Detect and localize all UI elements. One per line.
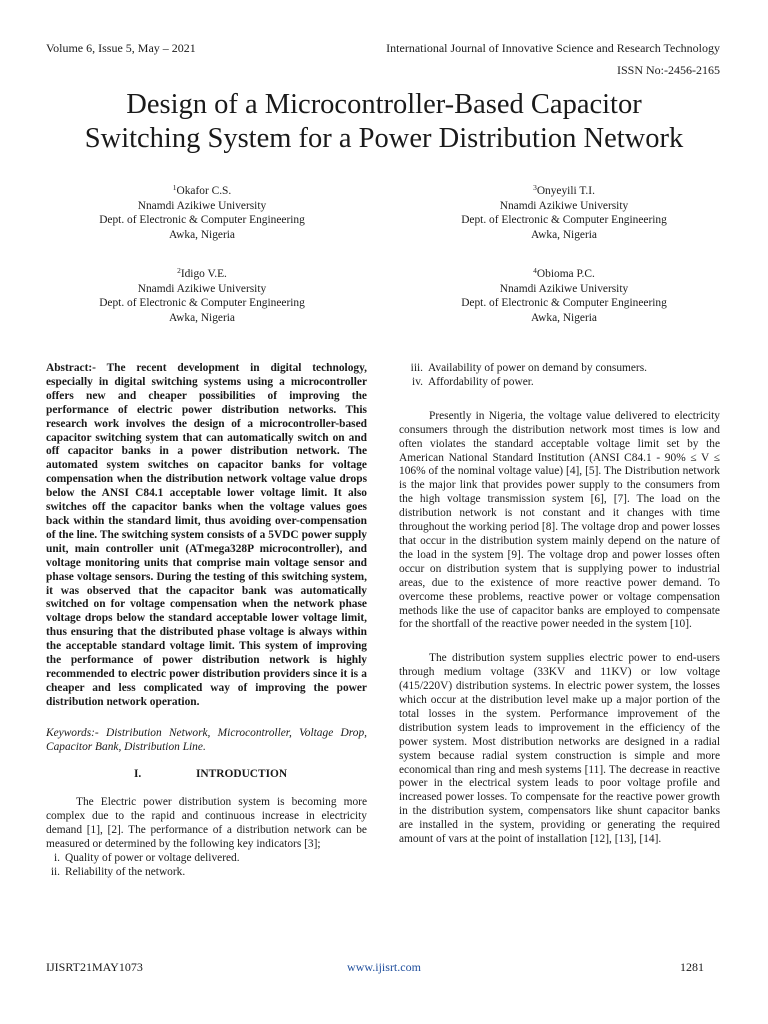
section-title: INTRODUCTION	[196, 768, 288, 781]
author-university: Nnamdi Azikiwe University	[137, 282, 267, 295]
section-heading-introduction	[46, 768, 367, 782]
author-block-4	[414, 264, 714, 325]
title-line-2: Switching System for a Power Distribution Network	[84, 123, 684, 154]
section-number: I.	[134, 768, 142, 781]
paper-title	[0, 88, 768, 156]
author-block-1	[52, 181, 352, 242]
abstract: Abstract:- The recent development in digital technology, especially in digital switching systems using a microcontroller offers new and cheaper possibilities of improving the performance of electric power distribution networks. This research work involves the design of a microcontroller-based capacitor switching system that can automatically switch on and off capacitor banks in a power distribution network. The automated system switches on capacitor banks for voltage compensation when the distribution network voltage value drops below the ANSI C84.1 acceptable lower voltage limit. It also switches off the capacitor banks when the voltage values goes back within the standard limit, thus avoiding over-compensation of the line. The switching system consists of a 5VDC power supply unit, main controller unit (ATmega328P microcontroller), and voltage monitoring units that comprise main voltage sensor and phase voltage sensors. During the testing of this switching system, it was observed that the capacitor bank was automatically switched on for voltage compensation when the network phase voltage drops below the standard acceptable lower voltage limit, thus ensuring that the distributed phase voltage is always within the acceptable standard voltage limit. This system of improving the performance of power distribution network is highly recommended to electric power distribution providers since it is a cheaper and less complicated way of improving the power distribution network operation.	[46, 362, 367, 708]
list-text: Quality of power or voltage delivered.	[65, 852, 240, 864]
author-name: Idigo V.E.	[180, 268, 227, 280]
right-column	[399, 362, 720, 847]
list-item	[399, 376, 720, 390]
list-item	[399, 362, 720, 376]
author-dept: Dept. of Electronic & Computer Engineering	[461, 297, 667, 310]
author-sup: 1	[172, 183, 177, 192]
author-sup: 2	[177, 266, 181, 275]
volume-issue: Volume 6, Issue 5, May – 2021	[46, 41, 196, 55]
author-block-3	[414, 181, 714, 242]
author-location: Awka, Nigeria	[168, 228, 235, 241]
body-paragraph-2: The distribution system supplies electric power to end-users through medium voltage (33KV and 11KV) or low voltage (415/220V) distribution systems. In electric power system, the losses which occur at the distribution level make up a major portion of the total losses in the system. Performance improvement of the distribution system leads to improvement in the efficiency of the power system. Most distribution networks are designed in a radial system because radial system construction is simple and more economical than ring and mesh systems [11]. The decrease in reactive power in the electrical system leads to poor voltage profile and increased power losses. To compensate for the reactive power growth in the distribution system, compensators like shunt capacitor banks are installed in the system, providing or generating the required amount of vars at the point of installation [12], [13], [14].	[399, 652, 720, 846]
keywords: Keywords:- Distribution Network, Microcontroller, Voltage Drop, Capacitor Bank, Distribution Line.	[46, 726, 367, 753]
title-line-1: Design of a Microcontroller-Based Capacitor	[126, 89, 642, 120]
left-column	[46, 362, 367, 880]
author-name: Obioma P.C.	[536, 268, 595, 280]
website-link[interactable]: www.ijisrt.com	[347, 960, 421, 974]
author-location: Awka, Nigeria	[530, 311, 597, 324]
author-sup: 4	[533, 266, 537, 275]
issn-number: ISSN No:-2456-2165	[616, 63, 720, 77]
author-dept: Dept. of Electronic & Computer Engineering	[99, 214, 305, 227]
author-block-2	[52, 264, 352, 325]
list-number: iv.	[412, 375, 423, 388]
list-item	[46, 866, 367, 880]
author-university: Nnamdi Azikiwe University	[499, 282, 629, 295]
paper-id: IJISRT21MAY1073	[46, 960, 143, 974]
list-number: iii.	[410, 362, 423, 374]
author-dept: Dept. of Electronic & Computer Engineering	[461, 214, 667, 227]
body-paragraph-1: Presently in Nigeria, the voltage value delivered to electricity consumers through the distribution network most times is low and often violates the standard acceptable voltage limit set by the American National Standard Institution (ANSI C84.1 - 90% ≤ V ≤ 106% of the nominal voltage value) [4], [5]. The Distribution network is the major link that provides power supply to the consumers from the high voltage transmission system [6], [7]. The load on the distribution network is not constant and it changes with time throughout the working period [8]. The voltage drop and power losses that occur in the distribution system mainly depend on the nature of the load in the system [9]. The voltage drop and power losses often occur on distribution system that is supplying power to industrial areas, due to the existence of more reactive power demand. To overcome these problems, reactive power or voltage compensation methods like the use of capacitor banks are employed to compensate for the shortfall of the reactive power needed in the system [10].	[399, 409, 720, 631]
author-name: Okafor C.S.	[176, 185, 232, 197]
indicator-list-left	[46, 852, 367, 880]
list-text: Reliability of the network.	[65, 865, 186, 878]
list-number: ii.	[50, 865, 60, 878]
indicator-list-right	[399, 362, 720, 390]
page-number: 1281	[680, 960, 704, 974]
list-text: Affordability of power.	[428, 375, 534, 388]
list-number: i.	[53, 852, 60, 864]
author-university: Nnamdi Azikiwe University	[137, 199, 267, 212]
intro-paragraph: The Electric power distribution system is becoming more complex due to the rapid and continuous increase in electricity demand [1], [2]. The performance of a distribution network can be measured or determined by the following key indicators [3];	[46, 796, 367, 851]
author-location: Awka, Nigeria	[168, 311, 235, 324]
author-dept: Dept. of Electronic & Computer Engineering	[99, 297, 305, 310]
author-university: Nnamdi Azikiwe University	[499, 199, 629, 212]
list-item	[46, 852, 367, 866]
list-text: Availability of power on demand by consumers.	[428, 362, 648, 374]
author-name: Onyeyili T.I.	[536, 185, 595, 197]
journal-name: International Journal of Innovative Science and Research Technology	[386, 41, 720, 55]
author-sup: 3	[533, 183, 537, 192]
author-location: Awka, Nigeria	[530, 228, 597, 241]
